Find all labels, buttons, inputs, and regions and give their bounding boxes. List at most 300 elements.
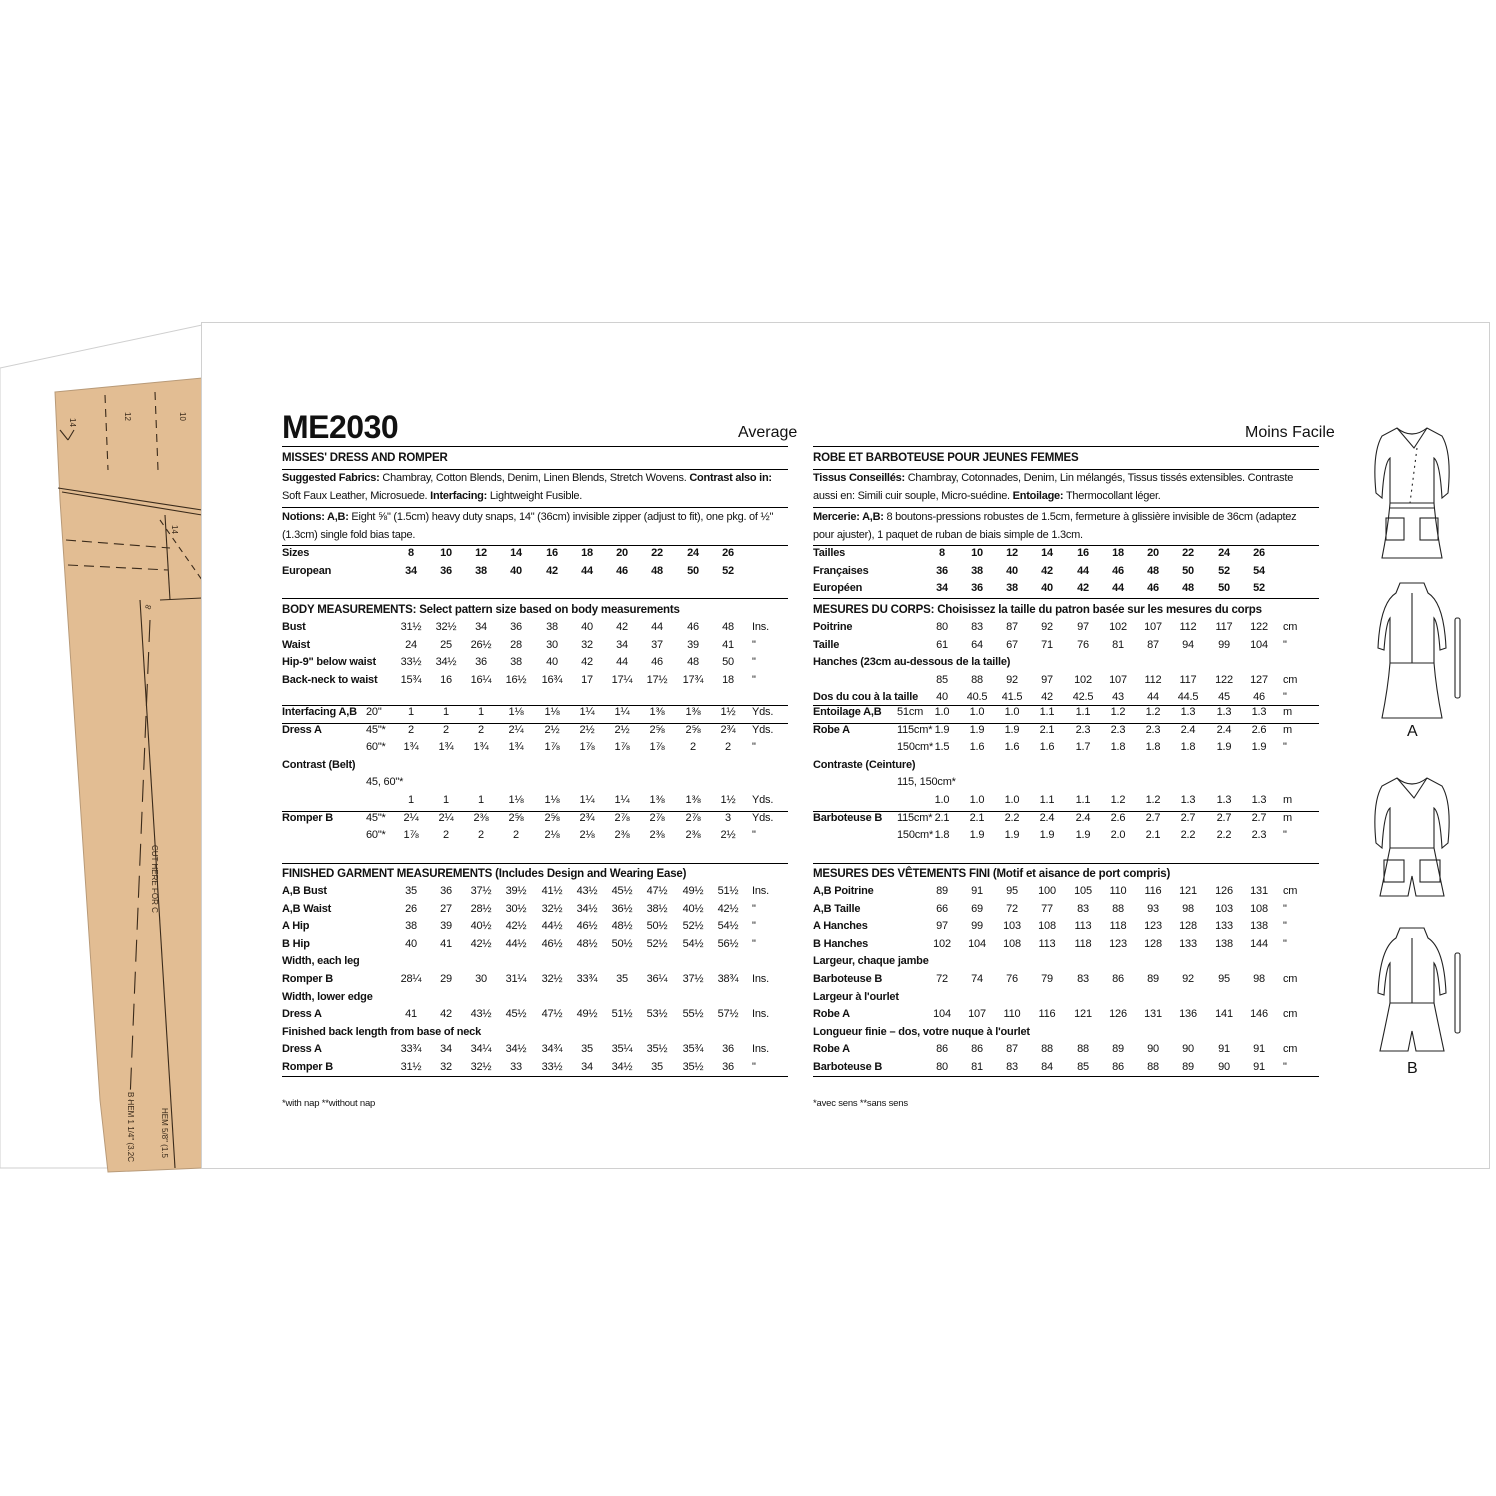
table-cell: 118: [1074, 937, 1092, 950]
row-width-label: 45"*: [366, 811, 386, 824]
rule: [813, 507, 1319, 508]
table-cell: 91: [971, 885, 983, 897]
french-title: ROBE ET BARBOTEUSE POUR JEUNES FEMMES: [813, 452, 1079, 464]
table-cell: 36: [971, 582, 983, 595]
table-cell: 22: [1182, 547, 1194, 559]
table-cell: 1.0: [934, 706, 950, 718]
table-cell: 53½: [646, 1008, 668, 1021]
table-cell: 44: [1147, 691, 1159, 704]
table-cell: 2: [725, 741, 731, 754]
table-row: [282, 776, 788, 793]
table-cell: 61: [936, 638, 948, 651]
table-row: [282, 991, 788, 1008]
table-cell: 1¼: [579, 706, 595, 718]
table-cell: 44: [581, 564, 593, 577]
table-cell: 102: [933, 937, 951, 950]
table-cell: 34½: [576, 902, 598, 915]
notions-text: 8 boutons-pressions robustes de 1.5cm, fermeture à glissière invisible de 36cm (adaptez pour ajuster), 1 paquet de ruban de biais simple de 1.3cm.: [813, 511, 1297, 541]
table-cell: 1.8: [1110, 741, 1126, 754]
pattern-back-sheet: [202, 323, 1489, 1168]
table-cell: 17: [581, 673, 593, 686]
table-cell: 81: [1112, 638, 1124, 651]
row-unit: Yds.: [752, 811, 774, 824]
table-cell: 42½: [470, 937, 492, 950]
table-cell: 8: [939, 547, 945, 559]
row-unit: m: [1283, 723, 1292, 736]
rule: [282, 598, 788, 599]
table-cell: 97: [1077, 621, 1089, 633]
row-unit: ": [1283, 1061, 1287, 1073]
table-cell: 2.3: [1075, 723, 1091, 736]
table-cell: 66: [936, 902, 948, 915]
table-cell: 34½: [611, 1061, 633, 1073]
table-row: [813, 639, 1319, 656]
table-cell: 37½: [470, 885, 492, 897]
view-b-label: B: [1407, 1060, 1418, 1077]
table-cell: 1¼: [614, 706, 630, 718]
row-label: Entoilage A,B: [813, 706, 882, 718]
table-cell: 34: [475, 621, 487, 633]
table-cell: 110: [1003, 1008, 1021, 1021]
table-cell: 47½: [646, 885, 668, 897]
table-cell: 91: [1253, 1043, 1265, 1056]
table-cell: 41: [405, 1008, 417, 1021]
row-label: Robe A: [813, 1008, 850, 1021]
tissue-hem-text: HEM 5/8" (1.5: [160, 1108, 169, 1158]
table-cell: 2⅜: [614, 829, 630, 842]
table-cell: 48: [687, 656, 699, 669]
table-cell: 83: [1006, 1061, 1018, 1073]
table-cell: 26½: [470, 638, 492, 651]
table-cell: 1⅞: [649, 741, 665, 754]
table-cell: 46½: [576, 920, 598, 933]
table-row: [813, 903, 1319, 920]
table-cell: 80: [936, 621, 948, 633]
table-cell: 116: [1144, 885, 1162, 897]
table-cell: 50: [1218, 582, 1230, 595]
table-cell: 41.5: [1001, 691, 1023, 704]
table-cell: 1⅜: [685, 706, 701, 718]
table-cell: 1: [443, 706, 449, 718]
table-cell: 2⅝: [685, 723, 701, 736]
table-cell: 87: [1147, 638, 1159, 651]
table-cell: 35: [405, 885, 417, 897]
header-rule: [813, 446, 1319, 447]
table-cell: 35: [616, 973, 628, 985]
table-cell: 46: [1147, 582, 1159, 595]
table-cell: 1⅛: [544, 706, 560, 718]
table-cell: 40: [936, 691, 948, 704]
table-row: [813, 1026, 1319, 1043]
row-unit: cm: [1283, 973, 1298, 985]
row-unit: Ins.: [752, 1008, 769, 1021]
table-row: [282, 741, 788, 758]
romper-b-back-sketch: [1378, 928, 1460, 1051]
table-cell: 38: [546, 621, 558, 633]
rule: [813, 598, 1319, 599]
table-cell: 1.9: [1039, 829, 1055, 842]
row-unit: Ins.: [752, 621, 769, 633]
table-cell: 46: [1112, 564, 1124, 577]
table-cell: 127: [1250, 673, 1268, 686]
french-notions: [813, 509, 1319, 544]
row-label: Contraste (Ceinture): [813, 758, 916, 771]
table-cell: 12: [475, 547, 487, 559]
row-label: B Hanches: [813, 937, 869, 950]
table-cell: 99: [971, 920, 983, 933]
table-cell: 2⅞: [649, 811, 665, 824]
table-cell: 51½: [611, 1008, 633, 1021]
table-cell: 128: [1179, 920, 1197, 933]
row-unit: Ins.: [752, 1043, 769, 1056]
table-cell: 117: [1215, 621, 1233, 633]
rule: [282, 863, 788, 864]
table-cell: 18: [581, 547, 593, 559]
table-cell: 39½: [505, 885, 527, 897]
table-cell: 36: [510, 621, 522, 633]
row-label: Dress A: [282, 723, 322, 736]
table-row: [282, 955, 788, 972]
table-cell: 20: [1147, 547, 1159, 559]
table-cell: 2⅝: [508, 811, 524, 824]
contrast-label: Contrast also in:: [689, 472, 772, 484]
table-cell: 18: [1112, 547, 1124, 559]
table-cell: 104: [933, 1008, 951, 1021]
table-cell: 2: [443, 723, 449, 736]
table-cell: 2.2: [1180, 829, 1196, 842]
row-label: Dress A: [282, 1043, 322, 1056]
fabrics-text: Chambray, Cotonnades, Denim, Lin mélangés, Tissus tissés extensibles. Contraste aussi en: Simili cuir souple, Micro-suédine.: [813, 472, 1294, 502]
table-cell: 1¾: [438, 741, 454, 754]
row-label: Interfacing A,B: [282, 706, 357, 718]
table-row: [282, 621, 788, 638]
row-unit: ": [752, 920, 756, 933]
table-cell: 34: [581, 1061, 593, 1073]
table-cell: 36: [722, 1043, 734, 1056]
table-row: [282, 724, 788, 741]
row-unit: ": [752, 937, 756, 950]
fabrics-label: Tissus Conseillés:: [813, 472, 905, 484]
table-cell: 46: [687, 621, 699, 633]
table-row: [813, 991, 1319, 1008]
fabrics-label: Suggested Fabrics:: [282, 472, 380, 484]
table-cell: 2: [443, 829, 449, 842]
table-cell: 35½: [646, 1043, 668, 1056]
table-cell: 2⅝: [544, 811, 560, 824]
table-cell: 55½: [682, 1008, 704, 1021]
table-cell: 31¼: [505, 973, 527, 985]
table-cell: 41: [722, 638, 734, 651]
table-cell: 42: [1041, 691, 1053, 704]
table-cell: 2: [408, 723, 414, 736]
row-label: A,B Poitrine: [813, 885, 874, 897]
table-cell: 88: [1041, 1043, 1053, 1056]
table-row: [282, 639, 788, 656]
table-cell: 15¾: [400, 673, 422, 686]
table-cell: 36: [936, 564, 948, 577]
table-cell: 1.7: [1075, 741, 1091, 754]
interfacing-text: Thermocollant léger.: [1063, 489, 1161, 502]
table-cell: 1.2: [1110, 706, 1126, 718]
table-cell: 1.9: [1004, 829, 1020, 842]
table-row: [813, 565, 1319, 582]
table-cell: 1.9: [1251, 741, 1267, 754]
tissue-mark: 14: [68, 418, 77, 427]
table-cell: 33: [510, 1061, 522, 1073]
table-cell: 12: [1006, 547, 1018, 559]
row-unit: ": [1283, 937, 1287, 950]
table-cell: 1¼: [614, 794, 630, 806]
table-row: [282, 973, 788, 990]
table-cell: 2⅛: [544, 829, 560, 842]
table-cell: 1: [408, 794, 414, 806]
rule: [813, 545, 1319, 546]
table-cell: 122: [1215, 673, 1233, 686]
table-cell: 2½: [720, 829, 736, 842]
row-label: Poitrine: [813, 621, 853, 633]
table-cell: 45: [1218, 691, 1230, 704]
table-cell: 126: [1215, 885, 1233, 897]
table-cell: 71: [1041, 638, 1053, 651]
table-cell: 1.1: [1075, 794, 1091, 806]
table-cell: 30: [546, 638, 558, 651]
table-cell: 1: [408, 706, 414, 718]
table-cell: 1.3: [1251, 706, 1267, 718]
table-cell: 38: [405, 920, 417, 933]
table-cell: 50: [1182, 564, 1194, 577]
table-row: [813, 938, 1319, 955]
table-row: [813, 724, 1319, 741]
table-cell: 116: [1038, 1008, 1056, 1021]
row-label: Européen: [813, 582, 863, 595]
table-cell: 40: [581, 621, 593, 633]
table-row: [813, 812, 1319, 829]
table-cell: 104: [1250, 638, 1268, 651]
table-cell: 35: [581, 1043, 593, 1056]
table-cell: 2.6: [1251, 723, 1267, 736]
table-cell: 92: [1182, 973, 1194, 985]
fabrics-text: Chambray, Cotton Blends, Denim, Linen Blends, Stretch Wovens.: [379, 472, 690, 484]
row-unit: ": [1283, 741, 1287, 754]
table-cell: 84: [1041, 1061, 1053, 1073]
table-cell: 1.6: [1004, 741, 1020, 754]
table-cell: 34½: [505, 1043, 527, 1056]
table-cell: 20: [616, 547, 628, 559]
table-cell: 14: [1041, 547, 1053, 559]
table-cell: 2⅜: [649, 829, 665, 842]
table-cell: 26: [1253, 547, 1265, 559]
table-cell: 123: [1109, 937, 1127, 950]
table-cell: 36: [440, 885, 452, 897]
table-cell: 86: [1112, 973, 1124, 985]
table-cell: 2.3: [1110, 723, 1126, 736]
table-cell: 108: [1250, 902, 1268, 915]
table-cell: 76: [1077, 638, 1089, 651]
table-cell: 94: [1182, 638, 1194, 651]
table-cell: 40: [1006, 564, 1018, 577]
table-cell: 103: [1003, 920, 1021, 933]
table-cell: 2.0: [1110, 829, 1126, 842]
table-cell: 102: [1074, 673, 1092, 686]
table-cell: 2¼: [508, 723, 524, 736]
row-label: Bust: [282, 621, 306, 633]
table-cell: 1⅜: [649, 794, 665, 806]
table-row: [282, 1043, 788, 1060]
table-cell: 117: [1179, 673, 1197, 686]
table-cell: 2.4: [1180, 723, 1196, 736]
rule: [813, 1076, 1319, 1077]
table-cell: 18: [722, 673, 734, 686]
notions-text: Eight ⅝" (1.5cm) heavy duty snaps, 14" (36cm) invisible zipper (adjust to fit), one pkg. of ½" (1.3cm) single fold bias tape.: [282, 511, 774, 541]
table-cell: 1.9: [1075, 829, 1091, 842]
table-cell: 24: [405, 638, 417, 651]
table-cell: 3: [725, 811, 731, 824]
table-cell: 34: [936, 582, 948, 595]
table-cell: 2⅞: [614, 811, 630, 824]
table-cell: 1.5: [934, 741, 950, 754]
row-label: A Hip: [282, 920, 310, 933]
row-label: Françaises: [813, 564, 869, 577]
dress-a-back-sketch: [1378, 583, 1460, 718]
table-cell: 138: [1215, 937, 1233, 950]
table-row: [282, 885, 788, 902]
table-cell: 40½: [470, 920, 492, 933]
row-unit: ": [1283, 691, 1287, 704]
table-cell: 1.0: [969, 706, 985, 718]
table-row: [282, 674, 788, 691]
row-unit: cm: [1283, 885, 1298, 897]
tissue-mark: 8: [143, 603, 154, 611]
tissue-mark: 12: [123, 412, 132, 421]
row-unit: ": [1283, 920, 1287, 933]
table-cell: 1: [478, 794, 484, 806]
table-cell: 1.3: [1216, 794, 1232, 806]
table-cell: 95: [1006, 885, 1018, 897]
table-cell: 2⅜: [685, 829, 701, 842]
table-cell: 107: [968, 1008, 986, 1021]
table-cell: 1.0: [969, 794, 985, 806]
table-cell: 1⅞: [614, 741, 630, 754]
table-cell: 32: [440, 1061, 452, 1073]
table-cell: 88: [971, 673, 983, 686]
table-cell: 74: [971, 973, 983, 985]
table-cell: 2⅜: [473, 811, 489, 824]
dress-a-front-sketch: [1375, 428, 1449, 558]
table-cell: 42: [1077, 582, 1089, 595]
table-cell: 33½: [541, 1061, 563, 1073]
row-unit: Yds.: [752, 723, 774, 736]
table-cell: 146: [1250, 1008, 1268, 1021]
table-cell: 48: [1147, 564, 1159, 577]
row-label: Dos du cou à la taille: [813, 691, 919, 704]
table-row: [813, 794, 1319, 811]
romper-b-front-sketch: [1375, 778, 1449, 896]
table-cell: 89: [1112, 1043, 1124, 1056]
table-cell: 42: [546, 564, 558, 577]
tissue-mark: 14: [170, 525, 179, 534]
table-cell: 2¾: [720, 723, 736, 736]
table-row: [282, 903, 788, 920]
table-cell: 30: [475, 973, 487, 985]
table-cell: 28: [510, 638, 522, 651]
table-cell: 86: [1112, 1061, 1124, 1073]
table-cell: 34½: [435, 656, 457, 669]
table-cell: 50: [687, 564, 699, 577]
table-cell: 1.8: [1180, 741, 1196, 754]
table-cell: 57½: [717, 1008, 739, 1021]
table-cell: 1.1: [1039, 706, 1055, 718]
table-cell: 138: [1250, 920, 1268, 933]
rule: [813, 863, 1319, 864]
table-cell: 83: [1077, 973, 1089, 985]
table-cell: 54: [1253, 564, 1265, 577]
view-a-label: A: [1407, 723, 1418, 740]
row-label: European: [282, 564, 332, 577]
table-cell: 2¼: [438, 811, 454, 824]
table-cell: 34: [616, 638, 628, 651]
table-cell: 1½: [720, 706, 736, 718]
table-cell: 37½: [682, 973, 704, 985]
table-cell: 72: [936, 973, 948, 985]
table-cell: 89: [936, 885, 948, 897]
table-row: [813, 920, 1319, 937]
table-cell: 1: [478, 706, 484, 718]
table-cell: 1½: [720, 794, 736, 806]
table-cell: 43½: [470, 1008, 492, 1021]
table-cell: 38: [971, 564, 983, 577]
table-cell: 42: [581, 656, 593, 669]
table-cell: 102: [1109, 621, 1127, 633]
table-row: [282, 565, 788, 582]
table-cell: 46½: [541, 937, 563, 950]
table-cell: 35½: [682, 1061, 704, 1073]
table-row: [282, 829, 788, 846]
table-row: [813, 741, 1319, 758]
table-cell: 44: [1112, 582, 1124, 595]
table-cell: 2.7: [1145, 811, 1161, 824]
table-cell: 22: [651, 547, 663, 559]
row-label: Width, each leg: [282, 955, 360, 968]
row-unit: ": [752, 673, 756, 686]
table-cell: 32½: [470, 1061, 492, 1073]
english-notions: [282, 509, 788, 544]
table-cell: 1.6: [969, 741, 985, 754]
row-label: Width, lower edge: [282, 990, 373, 1003]
table-cell: 50½: [611, 937, 633, 950]
row-unit: ": [1283, 902, 1287, 915]
table-cell: 31½: [400, 1061, 422, 1073]
table-cell: 41: [440, 937, 452, 950]
table-cell: 2.1: [1039, 723, 1055, 736]
table-cell: 17¾: [682, 673, 704, 686]
table-cell: 1⅜: [649, 706, 665, 718]
table-cell: 38¾: [717, 973, 739, 985]
table-cell: 48: [651, 564, 663, 577]
table-cell: 93: [1147, 902, 1159, 915]
english-footnote: *with nap **without nap: [282, 1098, 376, 1109]
table-row: [813, 973, 1319, 990]
french-body-title: MESURES DU CORPS: Choisissez la taille du patron basée sur les mesures du corps: [813, 604, 1262, 616]
row-unit: Ins.: [752, 973, 769, 985]
table-cell: 128: [1144, 937, 1162, 950]
table-cell: 35: [651, 1061, 663, 1073]
table-cell: 44½: [505, 937, 527, 950]
row-width-label: 115cm*: [897, 811, 933, 824]
garment-illustrations: [1362, 418, 1482, 1118]
row-unit: ": [752, 741, 756, 754]
table-cell: 35¾: [682, 1043, 704, 1056]
table-cell: 1¾: [508, 741, 524, 754]
